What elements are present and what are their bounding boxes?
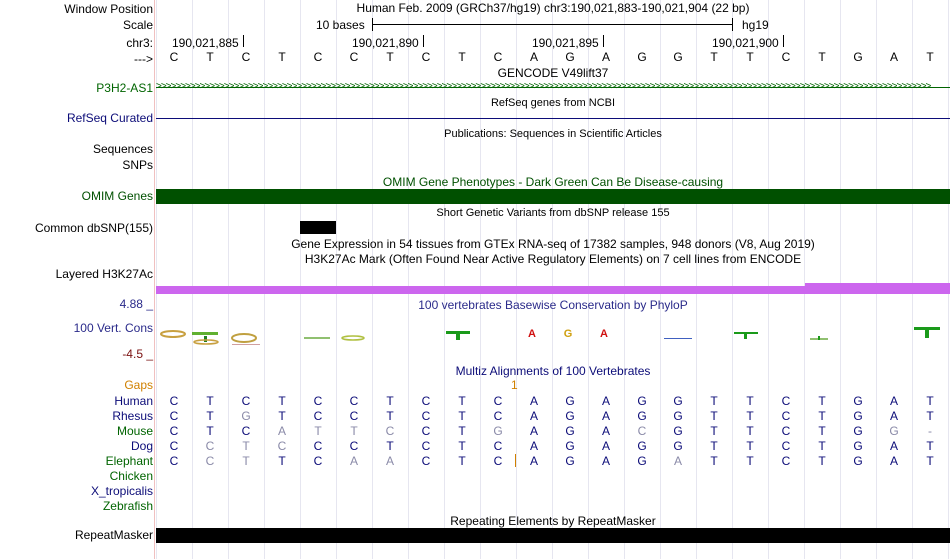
species-label[interactable]: Human (114, 394, 153, 408)
aligned-base: C (781, 454, 791, 468)
repeatmasker-track-label[interactable]: RepeatMasker (74, 528, 153, 542)
sequences-label[interactable]: Sequences (92, 142, 153, 156)
aligned-base: T (386, 394, 394, 408)
gencode-track-title: GENCODE V49lift37 (497, 66, 609, 80)
species-label[interactable]: Zebrafish (102, 499, 153, 513)
aligned-base: T (818, 454, 826, 468)
aligned-base: C (349, 439, 359, 453)
reference-base: T (458, 50, 466, 64)
aligned-base: G (853, 439, 863, 453)
aligned-base: A (349, 454, 358, 468)
ruler-position: 190,021,895 (532, 36, 599, 50)
reference-base: T (386, 50, 394, 64)
aligned-base: T (206, 394, 214, 408)
aligned-base: G (673, 409, 683, 423)
species-label[interactable]: Dog (130, 439, 153, 453)
omim-track-label[interactable]: OMIM Genes (81, 189, 153, 203)
reference-base: C (241, 50, 251, 64)
aligned-base: C (637, 424, 647, 438)
aligned-base: C (781, 409, 791, 423)
aligned-base: T (710, 439, 718, 453)
phylop-mark-12 (810, 336, 828, 340)
ruler-tick (783, 35, 784, 47)
ruler-position: 190,021,900 (712, 36, 779, 50)
dbsnp-track-title: Short Genetic Variants from dbSNP release 155 (436, 207, 670, 219)
window-position-label: Window Position (64, 2, 153, 16)
aligned-base: G (565, 409, 575, 423)
aligned-base: T (278, 409, 286, 423)
reference-base: A (889, 50, 898, 64)
refseq-track-label[interactable]: RefSeq Curated (66, 111, 153, 125)
reference-base: A (529, 50, 538, 64)
aligned-base: T (710, 424, 718, 438)
aligned-base: G (853, 454, 863, 468)
aligned-base: C (421, 394, 431, 408)
species-label[interactable]: Chicken (109, 469, 153, 483)
aligned-base: C (493, 439, 503, 453)
aligned-base: G (889, 424, 899, 438)
window-position-title: Human Feb. 2009 (GRCh37/hg19) chr3:190,021,883-190,021,904 (22 bp) (356, 1, 750, 15)
reference-base: T (926, 50, 934, 64)
aligned-base: C (169, 454, 179, 468)
phylop-mark-3 (232, 334, 260, 345)
aligned-base: T (458, 439, 466, 453)
aligned-base: T (242, 454, 250, 468)
reference-base: T (746, 50, 754, 64)
gaps-label: Gaps (124, 378, 153, 392)
aligned-base: A (601, 394, 610, 408)
species-label[interactable]: Mouse (116, 424, 153, 438)
aligned-base: C (493, 394, 503, 408)
reference-base: G (565, 50, 575, 64)
scale-bar-left-tick (372, 18, 373, 31)
ruler-position: 190,021,890 (352, 36, 419, 50)
h3k27ac-signal-peak (805, 283, 950, 286)
reference-base: T (710, 50, 718, 64)
reference-base: C (421, 50, 431, 64)
aligned-base: C (169, 439, 179, 453)
aligned-base: G (853, 409, 863, 423)
aligned-base: T (206, 424, 214, 438)
repeatmasker-feature[interactable] (156, 528, 950, 543)
aligned-base: T (350, 424, 358, 438)
aligned-base: C (313, 454, 323, 468)
aligned-base: T (818, 409, 826, 423)
phylop-ymax-label: 4.88 _ (119, 297, 153, 311)
aligned-base: - (928, 424, 932, 438)
publications-track-title: Publications: Sequences in Scientific Articles (444, 128, 662, 140)
insertion-marker (515, 454, 516, 467)
aligned-base: C (781, 424, 791, 438)
h3k27ac-track-title: H3K27Ac Mark (Often Found Near Active Regulatory Elements) on 7 cell lines from ENCODE (304, 252, 802, 266)
phylop-mark-7: A (528, 328, 536, 340)
aligned-base: G (673, 424, 683, 438)
strand-arrow-label: ---> (134, 52, 153, 66)
phylop-conservation-plot[interactable] (156, 320, 950, 350)
aligned-base: A (529, 424, 538, 438)
aligned-base: T (242, 439, 250, 453)
omim-track-title: OMIM Gene Phenotypes - Dark Green Can Be Disease-causing (382, 175, 724, 189)
aligned-base: T (386, 439, 394, 453)
aligned-base: T (746, 409, 754, 423)
aligned-base: C (169, 424, 179, 438)
phylop-track-label[interactable]: 100 Vert. Cons (73, 321, 153, 335)
aligned-base: G (853, 394, 863, 408)
aligned-base: C (349, 409, 359, 423)
phylop-mark-4 (304, 337, 330, 339)
h3k27ac-track-label[interactable]: Layered H3K27Ac (55, 267, 153, 281)
aligned-base: G (637, 394, 647, 408)
aligned-base: G (565, 424, 575, 438)
reference-base: G (673, 50, 683, 64)
repeatmasker-track-title: Repeating Elements by RepeatMasker (450, 514, 656, 528)
omim-feature-bar[interactable] (156, 189, 950, 204)
phylop-ymin-label: -4.5 _ (122, 347, 153, 361)
reference-base: A (601, 50, 610, 64)
aligned-base: C (493, 454, 503, 468)
aligned-base: G (565, 394, 575, 408)
chrom-label: chr3: (126, 36, 153, 50)
aligned-base: G (673, 394, 683, 408)
aligned-base: T (926, 409, 934, 423)
phylop-mark-1 (161, 331, 185, 337)
aligned-base: A (277, 424, 286, 438)
aligned-base: A (889, 454, 898, 468)
aligned-base: A (601, 439, 610, 453)
aligned-base: C (277, 439, 287, 453)
phylop-track-title: 100 vertebrates Basewise Conservation by PhyloP (418, 298, 688, 312)
snps-label[interactable]: SNPs (122, 158, 153, 172)
aligned-base: A (529, 439, 538, 453)
gencode-gene-label[interactable]: P3H2-AS1 (96, 81, 153, 95)
aligned-base: C (421, 454, 431, 468)
refseq-track-title: RefSeq genes from NCBI (490, 97, 616, 109)
aligned-base: A (889, 409, 898, 423)
aligned-base: C (493, 409, 503, 423)
aligned-base: G (637, 439, 647, 453)
aligned-base: T (926, 439, 934, 453)
dbsnp-variant[interactable] (300, 221, 336, 234)
aligned-base: C (169, 409, 179, 423)
aligned-base: T (458, 409, 466, 423)
reference-base: C (493, 50, 503, 64)
aligned-base: A (889, 439, 898, 453)
aligned-base: C (205, 454, 215, 468)
reference-base: G (637, 50, 647, 64)
refseq-gene-line[interactable] (156, 118, 950, 119)
aligned-base: C (241, 394, 251, 408)
gencode-gene-line (156, 87, 950, 88)
scale-text: 10 bases (316, 18, 365, 32)
aligned-base: A (889, 394, 898, 408)
aligned-base: T (386, 409, 394, 423)
aligned-base: T (818, 439, 826, 453)
aligned-base: T (746, 454, 754, 468)
gap-count-mark: 1 (511, 378, 518, 392)
phylop-mark-11 (734, 332, 758, 339)
aligned-base: G (565, 439, 575, 453)
aligned-base: T (458, 394, 466, 408)
aligned-base: G (565, 454, 575, 468)
reference-base: G (853, 50, 863, 64)
aligned-base: T (710, 409, 718, 423)
aligned-base: A (529, 409, 538, 423)
aligned-base: C (169, 394, 179, 408)
aligned-base: C (241, 424, 251, 438)
ruler-tick (603, 35, 604, 47)
ruler-tick (243, 35, 244, 47)
aligned-base: C (781, 439, 791, 453)
gtex-track-title: Gene Expression in 54 tissues from GTEx RNA-seq of 17382 samples, 948 donors (V8, Aug 2019) (291, 237, 815, 251)
aligned-base: G (637, 409, 647, 423)
reference-base: C (349, 50, 359, 64)
reference-base: T (278, 50, 286, 64)
aligned-base: C (313, 394, 323, 408)
aligned-base: C (313, 439, 323, 453)
aligned-base: A (673, 454, 682, 468)
reference-base: T (206, 50, 214, 64)
aligned-base: C (385, 424, 395, 438)
phylop-mark-10 (664, 338, 692, 339)
reference-base: C (169, 50, 179, 64)
aligned-base: T (206, 409, 214, 423)
aligned-base: C (421, 424, 431, 438)
aligned-base: A (601, 409, 610, 423)
label-separator (154, 0, 155, 559)
aligned-base: T (746, 439, 754, 453)
ruler-tick (423, 35, 424, 47)
aligned-base: G (637, 454, 647, 468)
scale-label: Scale (122, 18, 153, 32)
ruler-position: 190,021,885 (172, 36, 239, 50)
aligned-base: T (746, 424, 754, 438)
reference-base: C (313, 50, 323, 64)
phylop-mark-6 (446, 331, 470, 340)
aligned-base: C (421, 409, 431, 423)
aligned-base: C (421, 439, 431, 453)
phylop-mark-9: A (600, 328, 608, 340)
scale-bar (372, 24, 732, 25)
scale-bar-right-tick (732, 18, 733, 31)
species-label[interactable]: Elephant (105, 454, 153, 468)
aligned-base: A (529, 454, 538, 468)
aligned-base: G (493, 424, 503, 438)
reference-base: T (818, 50, 826, 64)
aligned-base: T (926, 454, 934, 468)
aligned-base: C (781, 394, 791, 408)
aligned-base: A (529, 394, 538, 408)
aligned-base: C (313, 409, 323, 423)
aligned-base: T (818, 424, 826, 438)
phylop-mark-2 (192, 332, 218, 344)
aligned-base: T (818, 394, 826, 408)
aligned-base: T (710, 454, 718, 468)
aligned-base: C (349, 394, 359, 408)
aligned-base: T (314, 424, 322, 438)
phylop-mark-8: G (563, 328, 573, 340)
aligned-base: T (278, 394, 286, 408)
aligned-base: T (746, 394, 754, 408)
phylop-mark-5 (342, 336, 364, 340)
aligned-base: G (673, 439, 683, 453)
species-label[interactable]: X_tropicalis (90, 484, 153, 498)
aligned-base: A (601, 424, 610, 438)
aligned-base: T (458, 454, 466, 468)
reference-base: C (781, 50, 791, 64)
aligned-base: G (241, 409, 251, 423)
assembly-label: hg19 (742, 18, 769, 32)
aligned-base: A (601, 454, 610, 468)
aligned-base: C (205, 439, 215, 453)
aligned-base: T (926, 394, 934, 408)
species-label[interactable]: Rhesus (112, 409, 153, 423)
dbsnp-track-label[interactable]: Common dbSNP(155) (34, 221, 153, 235)
h3k27ac-signal[interactable] (156, 286, 950, 294)
aligned-base: G (853, 424, 863, 438)
aligned-base: T (278, 454, 286, 468)
phylop-mark-13 (914, 327, 940, 338)
aligned-base: T (458, 424, 466, 438)
aligned-base: A (385, 454, 394, 468)
multiz-track-title: Multiz Alignments of 100 Vertebrates (455, 364, 651, 378)
aligned-base: T (710, 394, 718, 408)
